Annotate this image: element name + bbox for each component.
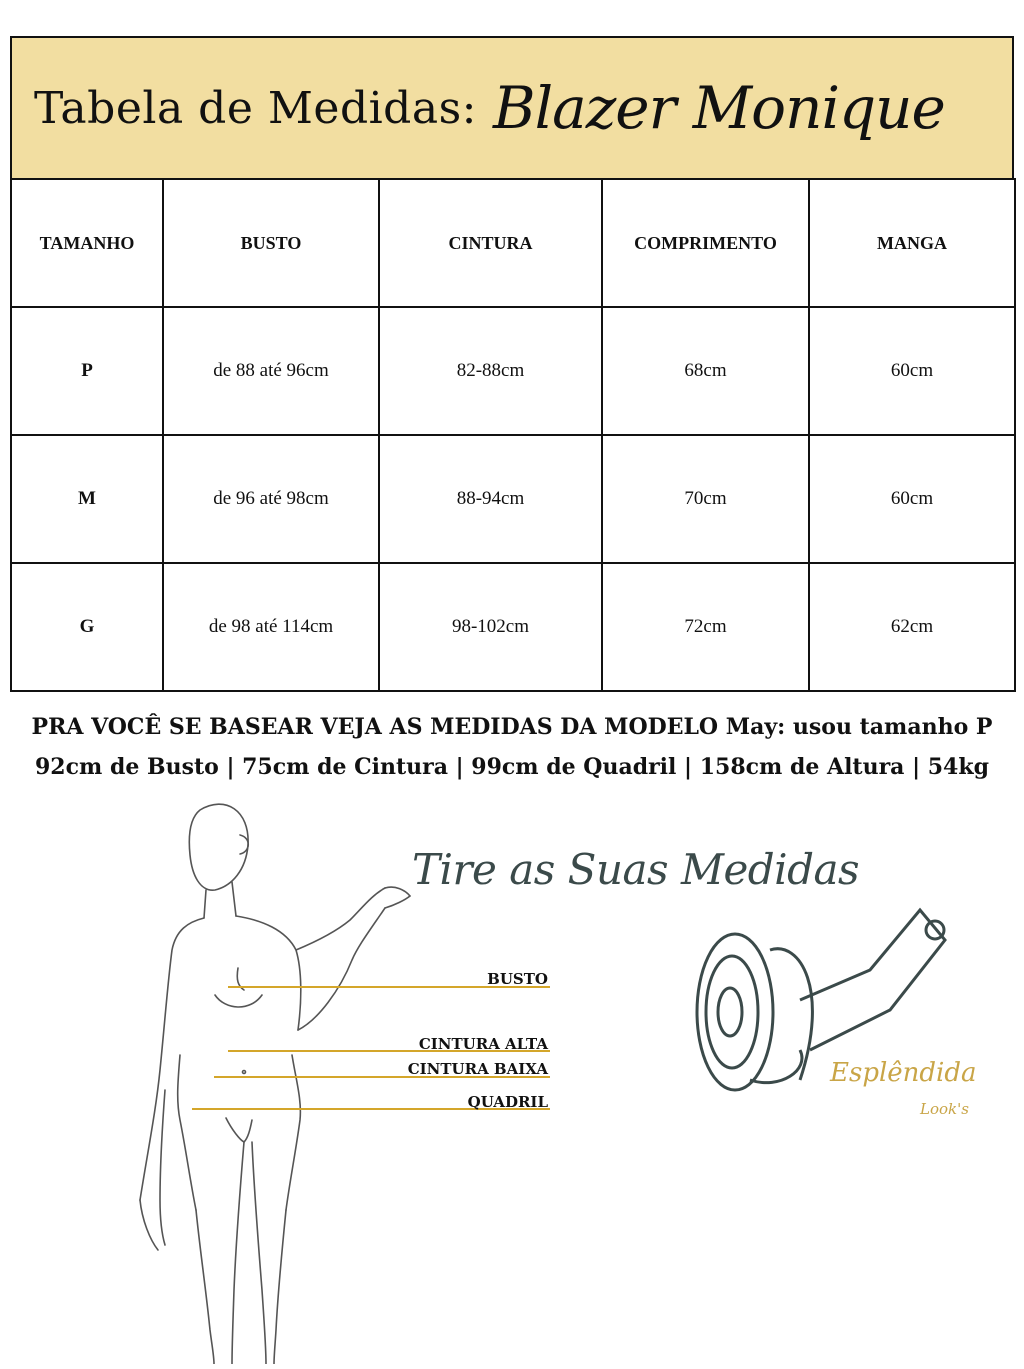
table-row (11, 307, 1015, 435)
cell-busto: de 88 até 96cm (163, 307, 379, 435)
model-note-line2: 92cm de Busto | 75cm de Cintura | 99cm de Quadril | 158cm de Altura | 54kg (35, 754, 989, 780)
label-busto: BUSTO (487, 970, 548, 988)
cell-manga: 62cm (809, 563, 1015, 691)
table-row (11, 435, 1015, 563)
cell-manga: 60cm (809, 307, 1015, 435)
brand-logo-name: Esplêndida (830, 1058, 977, 1088)
cell-comprimento: 72cm (602, 563, 809, 691)
model-note-line1: PRA VOCÊ SE BASEAR VEJA AS MEDIDAS DA MODELO May: usou tamanho P (31, 714, 993, 740)
title-product: Blazer Monique (492, 74, 945, 142)
cell-cintura: 88-94cm (379, 435, 602, 563)
measure-heading: Tire as Suas Medidas (412, 845, 860, 894)
cell-comprimento: 68cm (602, 307, 809, 435)
label-cintura-alta: CINTURA ALTA (418, 1035, 548, 1053)
title-bar (10, 36, 1014, 180)
cell-size: P (11, 307, 163, 435)
cell-size: M (11, 435, 163, 563)
cell-comprimento: 70cm (602, 435, 809, 563)
cell-busto: de 98 até 114cm (163, 563, 379, 691)
cell-cintura: 98-102cm (379, 563, 602, 691)
label-quadril: QUADRIL (467, 1093, 548, 1111)
measurements-table (10, 178, 1016, 692)
header-tamanho: TAMANHO (11, 179, 163, 307)
brand-logo-sub: Look's (920, 1100, 969, 1118)
header-cintura: CINTURA (379, 179, 602, 307)
cell-busto: de 96 até 98cm (163, 435, 379, 563)
header-manga: MANGA (809, 179, 1015, 307)
cell-size: G (11, 563, 163, 691)
cell-cintura: 82-88cm (379, 307, 602, 435)
label-cintura-baixa: CINTURA BAIXA (407, 1060, 548, 1078)
table-header-row (11, 179, 1015, 307)
table-row (11, 563, 1015, 691)
header-comprimento: COMPRIMENTO (602, 179, 809, 307)
header-busto: BUSTO (163, 179, 379, 307)
cell-manga: 60cm (809, 435, 1015, 563)
title-plain: Tabela de Medidas: (34, 82, 477, 134)
